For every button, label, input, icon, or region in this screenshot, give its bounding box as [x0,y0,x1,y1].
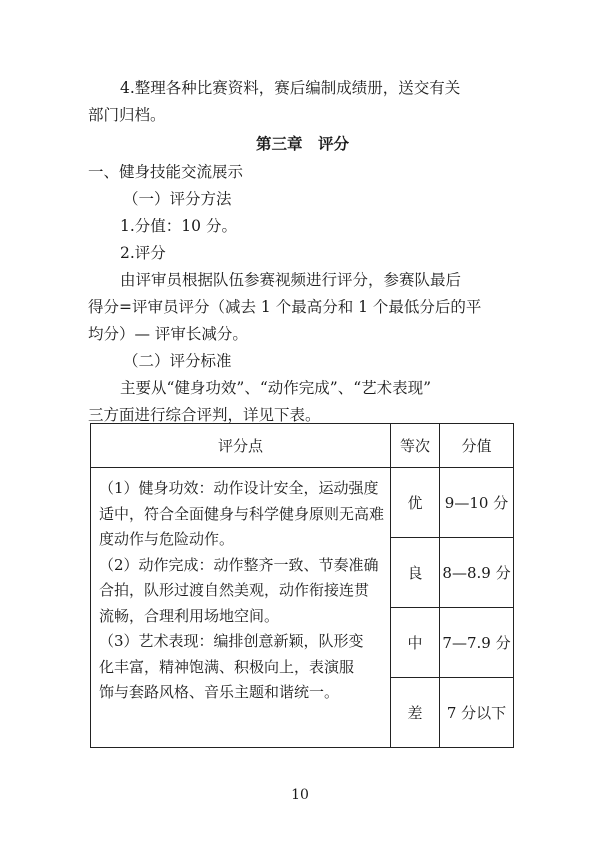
table-row [91,468,514,538]
standard-line1: 主要从“健身功效”、“动作完成”、“艺术表现” [120,379,432,397]
point-score-value: 1.分值：10 分。 [120,217,237,235]
grade-cell: 差 [391,678,440,748]
point-scoring: 2.评分 [120,244,166,262]
criteria-line: 适中，符合全面健身与科学健身原则无高难 [99,504,385,523]
scoring-table [90,423,514,748]
criteria-line: 流畅，合理利用场地空间。 [99,606,280,625]
table-header-row [91,424,514,468]
header-grade: 等次 [391,424,440,468]
page-number: 10 [291,787,309,803]
item4-line2: 部门归档。 [88,106,166,124]
value-cell: 7 分以下 [440,678,514,748]
criteria-line: 化丰富，精神饱满、积极向上，表演服 [99,657,355,676]
grade-cell: 中 [391,608,440,678]
subheading-scoring-standard: （二）评分标准 [123,352,232,370]
header-criteria: 评分点 [91,424,391,468]
criteria-line: （3）艺术表现：编排创意新颖，队形变 [99,632,364,650]
criteria-line: 饰与套路风格、音乐主题和谐统一。 [99,683,340,701]
rule-line3: 均分）— 评审长减分。 [88,325,248,343]
chapter-title: 第三章 评分 [256,135,350,153]
standard-line2: 三方面进行综合评判，详见下表。 [88,406,321,424]
criteria-line: 合拍，队形过渡自然美观，动作衔接连贯 [99,581,370,599]
value-cell: 8—8.9 分 [440,538,514,608]
criteria-line: 度动作与危险动作。 [99,530,235,548]
criteria-line: （1）健身功效：动作设计安全，运动强度 [99,479,379,497]
criteria-line: （2）动作完成：动作整齐一致、节奏准确 [99,555,379,574]
item4-line1: 4.整理各种比赛资料，赛后编制成绩册，送交有关 [120,79,461,97]
rule-line2: 得分=评审员评分（减去 1 个最高分和 1 个最低分后的平 [88,298,482,316]
grade-cell: 良 [391,538,440,608]
criteria-cell [91,468,391,748]
value-cell: 7—7.9 分 [440,608,514,678]
value-cell: 9—10 分 [440,468,514,538]
grade-cell: 优 [391,468,440,538]
header-value: 分值 [440,424,514,468]
subheading-scoring-method: （一）评分方法 [123,190,232,208]
rule-line1: 由评审员根据队伍参赛视频进行评分，参赛队最后 [120,271,462,289]
section-heading-one: 一、健身技能交流展示 [88,163,244,181]
